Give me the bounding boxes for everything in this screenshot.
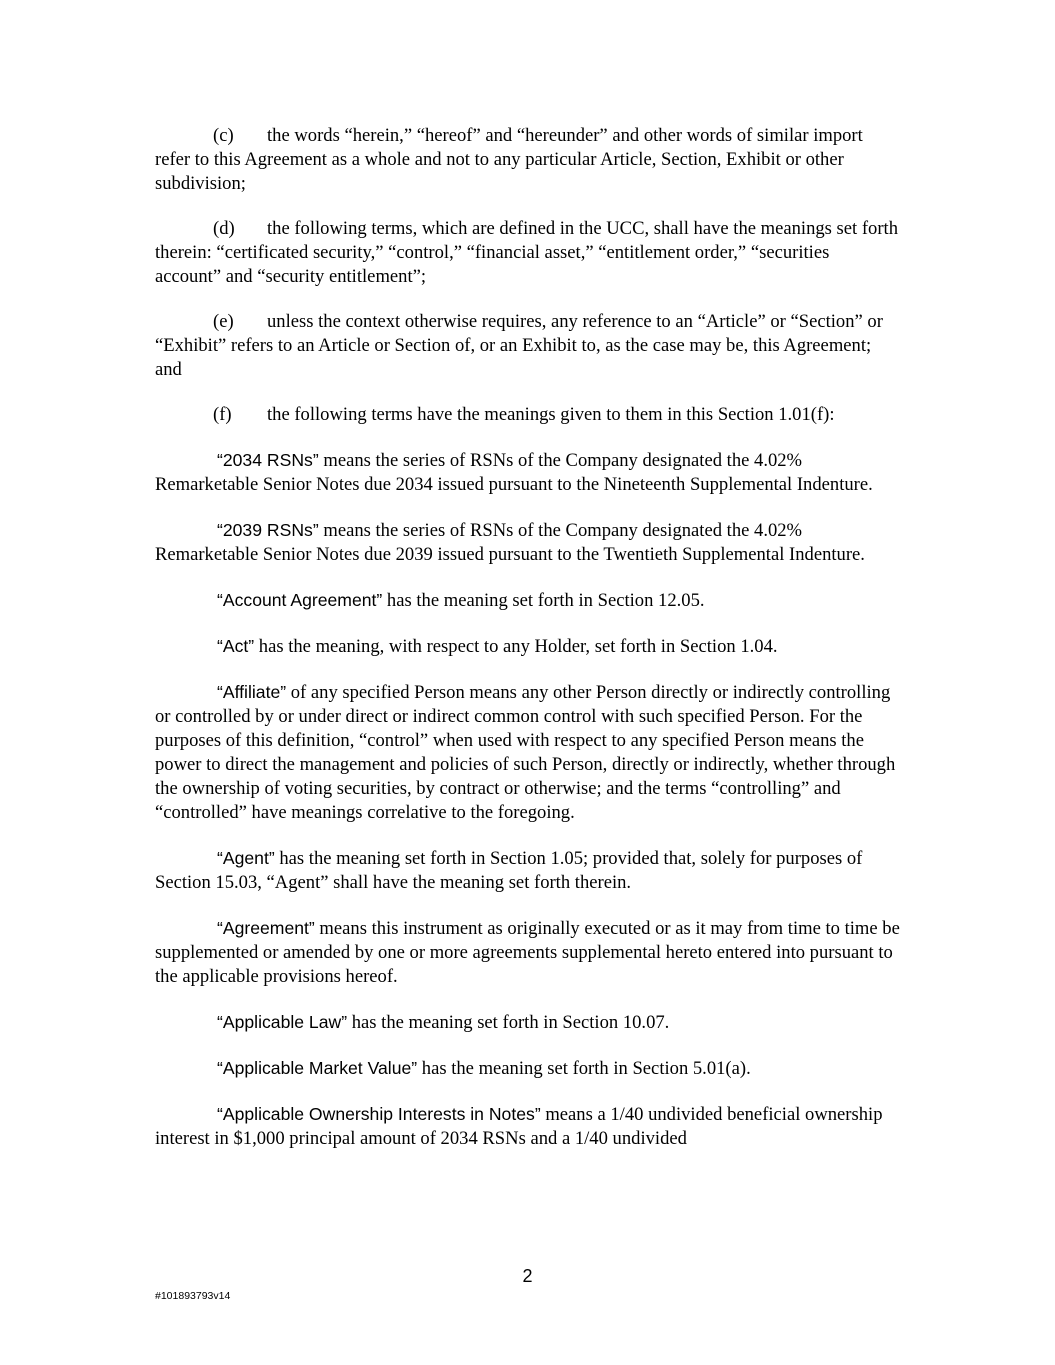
defined-term: “Applicable Market Value”: [217, 1058, 418, 1078]
definition-text: means the series of RSNs of the Company designated the 4.02% Remarketable Senior Notes due 2039 issued pursuant to the Twentieth Supplemental Indenture.: [155, 520, 865, 565]
definition-applicable-ownership-interests: [155, 1102, 900, 1151]
list-marker: (e): [213, 311, 234, 332]
definition-applicable-market-value: [155, 1056, 900, 1081]
list-item-text: the following terms, which are defined in the UCC, shall have the meanings set forth therein: “certificated security,” “control,” “financial asset,” “entitlement order,” “securities account” and “security entitlement”;: [155, 218, 898, 287]
defined-term: “Affiliate”: [217, 682, 287, 702]
definition-agent: [155, 846, 900, 895]
defined-term: “Agent”: [217, 848, 275, 868]
definition-text: has the meaning set forth in Section 1.05; provided that, solely for purposes of Section 15.03, “Agent” shall have the meaning set forth therein.: [155, 848, 863, 893]
definition-2034-rsns: [155, 448, 900, 497]
definition-affiliate: [155, 680, 900, 825]
definition-act: [155, 634, 900, 659]
list-marker: (c): [213, 125, 234, 146]
defined-term: “Applicable Law”: [217, 1012, 348, 1032]
defined-term: “Act”: [217, 636, 255, 656]
list-item-text: the following terms have the meanings given to them in this Section 1.01(f):: [267, 404, 835, 425]
list-item-c: [155, 124, 900, 196]
defined-term: “Applicable Ownership Interests in Notes”: [217, 1104, 541, 1124]
definition-text: has the meaning set forth in Section 5.01(a).: [417, 1058, 751, 1079]
definition-text: of any specified Person means any other Person directly or indirectly controlling or controlled by or under direct or indirect common control with such specified Person. For the purposes of this definition, “control” when used with respect to any specified Person means the power to direct the management and policies of such Person, directly or indirectly, whether through the ownership of voting securities, by contract or otherwise; and the terms “controlling” and “controlled” have meanings correlative to the foregoing.: [155, 682, 896, 823]
defined-term: “Agreement”: [217, 918, 315, 938]
list-item-text: the words “herein,” “hereof” and “hereunder” and other words of similar import refer to this Agreement as a whole and not to any particular Article, Section, Exhibit or other subdivision;: [155, 125, 863, 194]
list-item-text: unless the context otherwise requires, any reference to an “Article” or “Section” or “Exhibit” refers to an Article or Section of, or an Exhibit to, as the case may be, this Agreement; and: [155, 311, 883, 380]
document-id: #101893793v14: [155, 1290, 231, 1302]
page-number: 2: [522, 1266, 533, 1286]
document-body: [155, 124, 900, 1172]
definition-agreement: [155, 916, 900, 989]
definition-text: has the meaning set forth in Section 12.05.: [382, 590, 705, 611]
defined-term: “2039 RSNs”: [217, 520, 319, 540]
list-marker: (d): [213, 218, 235, 239]
definition-text: has the meaning, with respect to any Holder, set forth in Section 1.04.: [254, 636, 778, 657]
list-item-d: [155, 217, 900, 289]
definition-text: means this instrument as originally executed or as it may from time to time be supplemented or amended by one or more agreements supplemental hereto entered into pursuant to the applicable provisions hereof.: [155, 918, 900, 987]
definition-text: means the series of RSNs of the Company designated the 4.02% Remarketable Senior Notes due 2034 issued pursuant to the Nineteenth Supplemental Indenture.: [155, 450, 873, 495]
list-marker: (f): [213, 404, 232, 425]
definition-account-agreement: [155, 588, 900, 613]
list-item-f: [155, 403, 900, 427]
definition-2039-rsns: [155, 518, 900, 567]
defined-term: “2034 RSNs”: [217, 450, 319, 470]
definition-text: means a 1/40 undivided beneficial ownership interest in $1,000 principal amount of 2034 RSNs and a 1/40 undivided: [155, 1104, 883, 1149]
list-item-e: [155, 310, 900, 382]
defined-term: “Account Agreement”: [217, 590, 383, 610]
definition-text: has the meaning set forth in Section 10.07.: [347, 1012, 670, 1033]
definition-applicable-law: [155, 1010, 900, 1035]
